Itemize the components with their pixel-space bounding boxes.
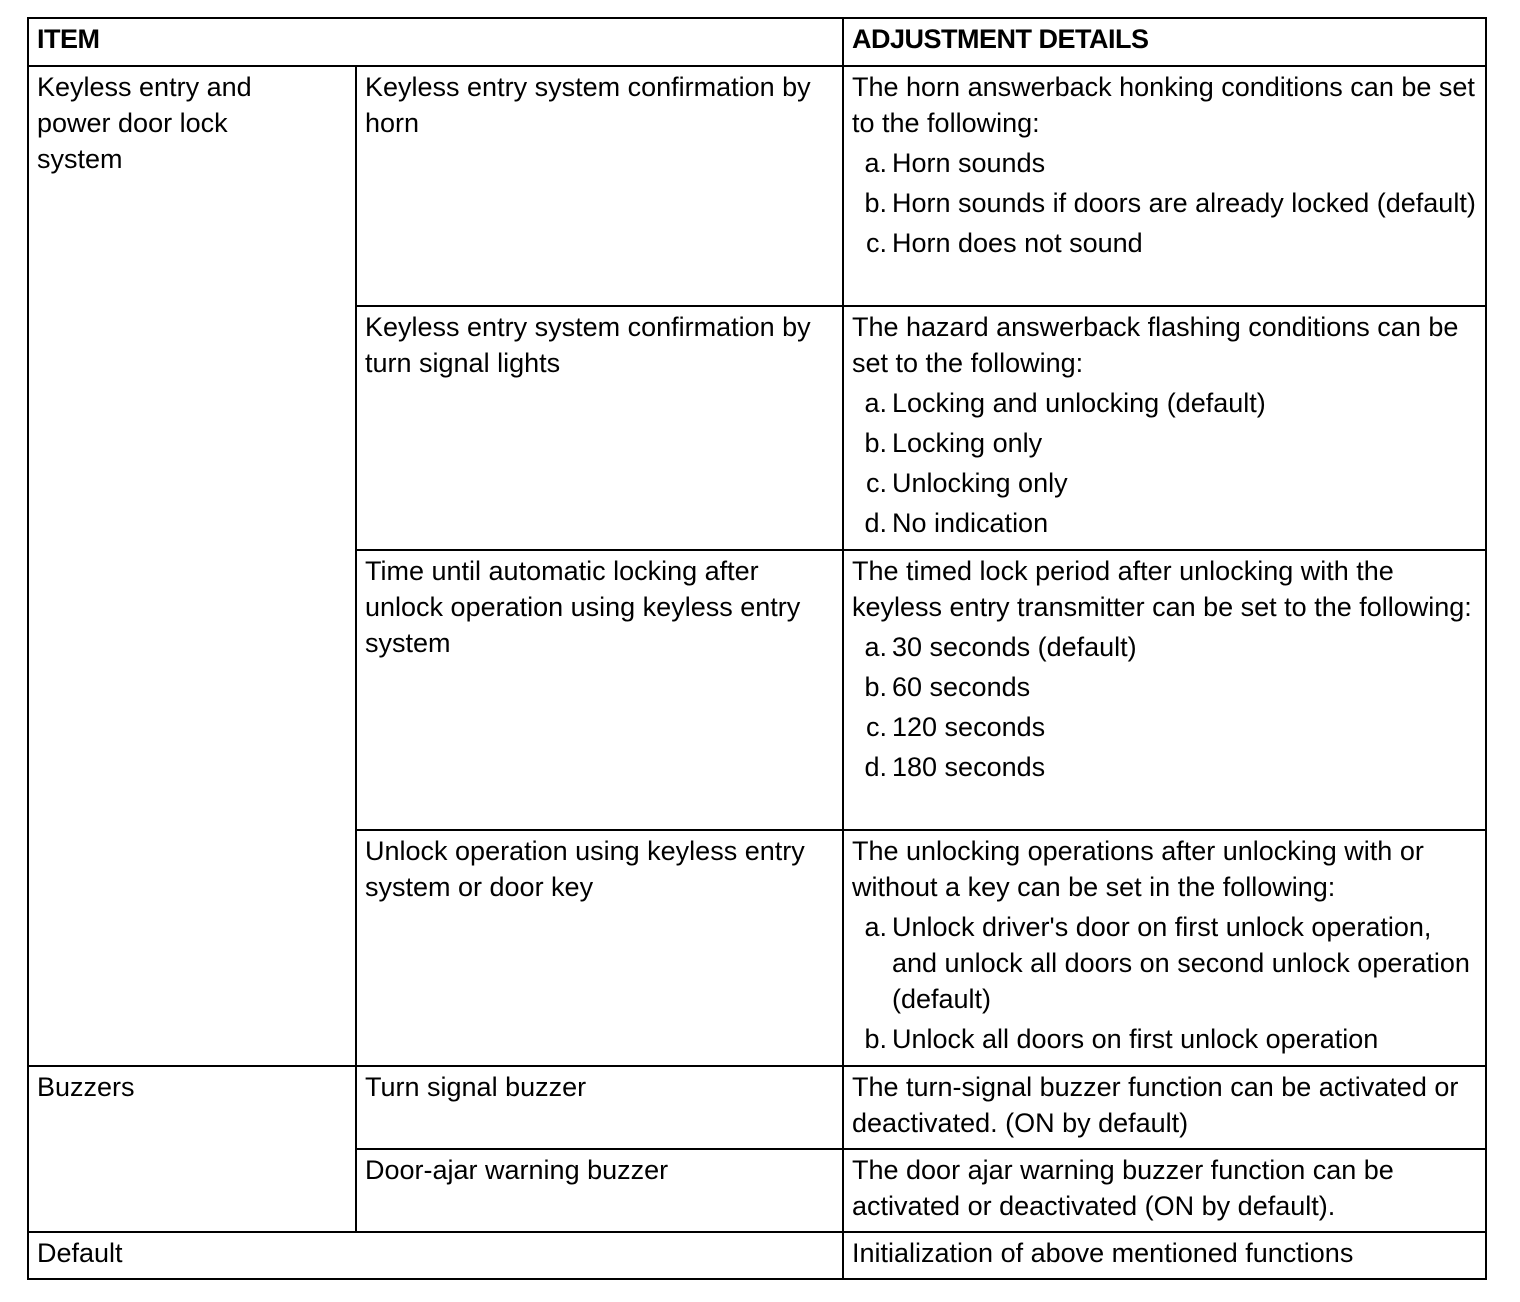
option-marker: a. bbox=[864, 148, 887, 178]
item-cell: Door-ajar warning buzzer bbox=[356, 1149, 843, 1232]
item-cell: Turn signal buzzer bbox=[356, 1066, 843, 1149]
option-item bbox=[852, 225, 1477, 261]
option-item bbox=[852, 385, 1477, 421]
details-cell bbox=[843, 306, 1486, 550]
option-item bbox=[852, 749, 1477, 785]
option-marker: b. bbox=[864, 1024, 887, 1054]
option-marker: d. bbox=[864, 752, 887, 782]
option-marker: b. bbox=[864, 428, 887, 458]
option-item bbox=[852, 465, 1477, 501]
option-marker: a. bbox=[864, 912, 887, 942]
group-default: Default bbox=[28, 1232, 843, 1279]
details-intro: The hazard answerback flashing conditions can be set to the following: bbox=[852, 312, 1459, 378]
details-intro: The turn-signal buzzer function can be activated or deactivated. (ON by default) bbox=[852, 1072, 1459, 1138]
details-intro: The door ajar warning buzzer function can be activated or deactivated (ON by default). bbox=[852, 1155, 1394, 1221]
options-list bbox=[852, 629, 1477, 785]
item-cell: Keyless entry system confirmation by turn signal lights bbox=[356, 306, 843, 550]
option-item bbox=[852, 1021, 1477, 1057]
header-item: ITEM bbox=[28, 18, 843, 66]
option-item bbox=[852, 145, 1477, 181]
option-marker: a. bbox=[864, 632, 887, 662]
group-buzzers: Buzzers bbox=[28, 1066, 356, 1232]
option-marker: d. bbox=[864, 508, 887, 538]
details-intro: The unlocking operations after unlocking with or without a key can be set in the following: bbox=[852, 836, 1424, 902]
option-item bbox=[852, 669, 1477, 705]
option-text: Unlock all doors on first unlock operation bbox=[892, 1024, 1379, 1054]
option-text: No indication bbox=[892, 508, 1049, 538]
details-cell bbox=[843, 550, 1486, 830]
options-list bbox=[852, 385, 1477, 541]
option-item bbox=[852, 629, 1477, 665]
option-text: 120 seconds bbox=[892, 712, 1046, 742]
option-marker: c. bbox=[865, 712, 887, 742]
option-marker: c. bbox=[865, 228, 887, 258]
table-row bbox=[28, 1232, 1486, 1279]
option-marker: a. bbox=[864, 388, 887, 418]
details-intro: The horn answerback honking conditions can be set to the following: bbox=[852, 72, 1475, 138]
option-text: Unlock driver's door on first unlock operation, and unlock all doors on second unlock operation (default) bbox=[892, 912, 1470, 1014]
option-item bbox=[852, 425, 1477, 461]
header-row bbox=[28, 18, 1486, 66]
adjustment-table bbox=[27, 17, 1487, 1280]
option-text: Horn sounds if doors are already locked (default) bbox=[892, 188, 1476, 218]
details-cell bbox=[843, 830, 1486, 1066]
option-item bbox=[852, 709, 1477, 745]
table-row bbox=[28, 66, 1486, 306]
details-cell bbox=[843, 1066, 1486, 1149]
option-marker: b. bbox=[864, 672, 887, 702]
option-marker: b. bbox=[864, 188, 887, 218]
item-cell: Keyless entry system confirmation by horn bbox=[356, 66, 843, 306]
header-details: ADJUSTMENT DETAILS bbox=[843, 18, 1486, 66]
options-list bbox=[852, 145, 1477, 261]
option-text: Horn sounds bbox=[892, 148, 1046, 178]
details-intro: The timed lock period after unlocking with the keyless entry transmitter can be set to the following: bbox=[852, 556, 1472, 622]
item-cell: Time until automatic locking after unlock operation using keyless entry system bbox=[356, 550, 843, 830]
option-text: Unlocking only bbox=[892, 468, 1068, 498]
details-cell bbox=[843, 66, 1486, 306]
option-text: 60 seconds bbox=[892, 672, 1031, 702]
option-text: Locking only bbox=[892, 428, 1043, 458]
table-row bbox=[28, 1066, 1486, 1149]
item-cell: Unlock operation using keyless entry system or door key bbox=[356, 830, 843, 1066]
options-list bbox=[852, 909, 1477, 1057]
option-item bbox=[852, 505, 1477, 541]
details-cell bbox=[843, 1149, 1486, 1232]
option-marker: c. bbox=[865, 468, 887, 498]
option-text: Horn does not sound bbox=[892, 228, 1143, 258]
option-item bbox=[852, 185, 1477, 221]
option-item bbox=[852, 909, 1477, 1017]
option-text: Locking and unlocking (default) bbox=[892, 388, 1266, 418]
option-text: 180 seconds bbox=[892, 752, 1046, 782]
group-keyless: Keyless entry and power door lock system bbox=[28, 66, 356, 1066]
option-text: 30 seconds (default) bbox=[892, 632, 1137, 662]
default-details: Initialization of above mentioned functions bbox=[843, 1232, 1486, 1279]
